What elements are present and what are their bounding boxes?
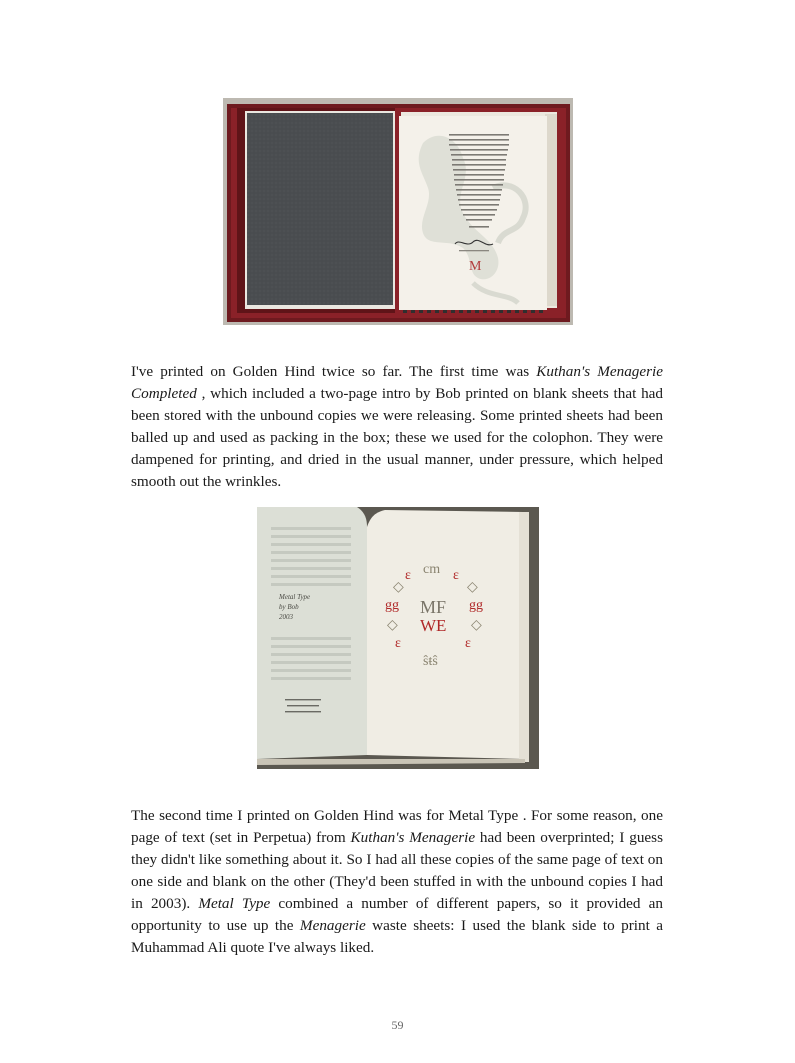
paragraph-golden-hind-first — [131, 361, 663, 493]
portfolio-box-illustration — [223, 98, 573, 325]
svg-text:cm: cm — [423, 562, 441, 577]
svg-text:gg: gg — [469, 598, 483, 613]
svg-text:ε: ε — [405, 568, 411, 583]
italic-title: Kuthan's Menagerie Completed — [131, 363, 664, 402]
text-run: had been overprinted; I guess they didn't like something about it. So I had all these copies of the same page of text on one side and blank on the other (They'd been stuffed in with the unbound copies I had in 2003). — [131, 829, 663, 912]
portfolio-box-photo — [223, 98, 573, 325]
svg-text:◇: ◇ — [393, 580, 404, 595]
metal-type-illustration — [257, 507, 539, 769]
svg-text:◇: ◇ — [467, 580, 478, 595]
page-number: 59 — [391, 1018, 404, 1032]
svg-text:ε: ε — [465, 636, 471, 651]
left-page-caption-2: by Bob — [279, 603, 299, 611]
svg-text:◇: ◇ — [387, 618, 398, 633]
italic-title: Kuthan's Menagerie — [350, 829, 476, 846]
text-run: combined a number of different papers, so it provided an opportunity to use up the — [131, 895, 663, 934]
monogram-text: M — [469, 259, 482, 274]
center-mark-top: MF — [420, 597, 447, 617]
center-mark-bottom: WE — [420, 616, 447, 635]
svg-text:◇: ◇ — [471, 618, 482, 633]
paragraph-golden-hind-second — [131, 805, 663, 959]
text-run: The second time I printed on Golden Hind was for Metal Type . For some reason, one page of text (set in Perpetua) from — [131, 807, 663, 846]
svg-text:ε: ε — [395, 636, 401, 651]
text-run: , which included a two-page intro by Bob printed on blank sheets that had been stored with the unbound copies we were releasing. Some printed sheets had been balled up and used as packing in the box; these we used for the colophon. They were dampened for printing, and dried in the usual manner, under pressure, which helped smooth out the wrinkles. — [131, 385, 663, 490]
text-run: I've printed on Golden Hind twice so far. The first time was — [131, 363, 537, 380]
italic-title: Metal Type — [198, 895, 271, 912]
svg-text:ε: ε — [453, 568, 459, 583]
italic-title: Menagerie — [299, 917, 366, 934]
svg-text:ŝŧŝ: ŝŧŝ — [423, 654, 438, 669]
svg-text:gg: gg — [385, 598, 399, 613]
left-page-caption-1: Metal Type — [279, 593, 311, 601]
text-run: waste sheets: I used the blank side to print a Muhammad Ali quote I've always liked. — [131, 917, 663, 956]
left-page-caption-3: 2003 — [279, 613, 293, 621]
metal-type-book-photo — [257, 507, 539, 769]
